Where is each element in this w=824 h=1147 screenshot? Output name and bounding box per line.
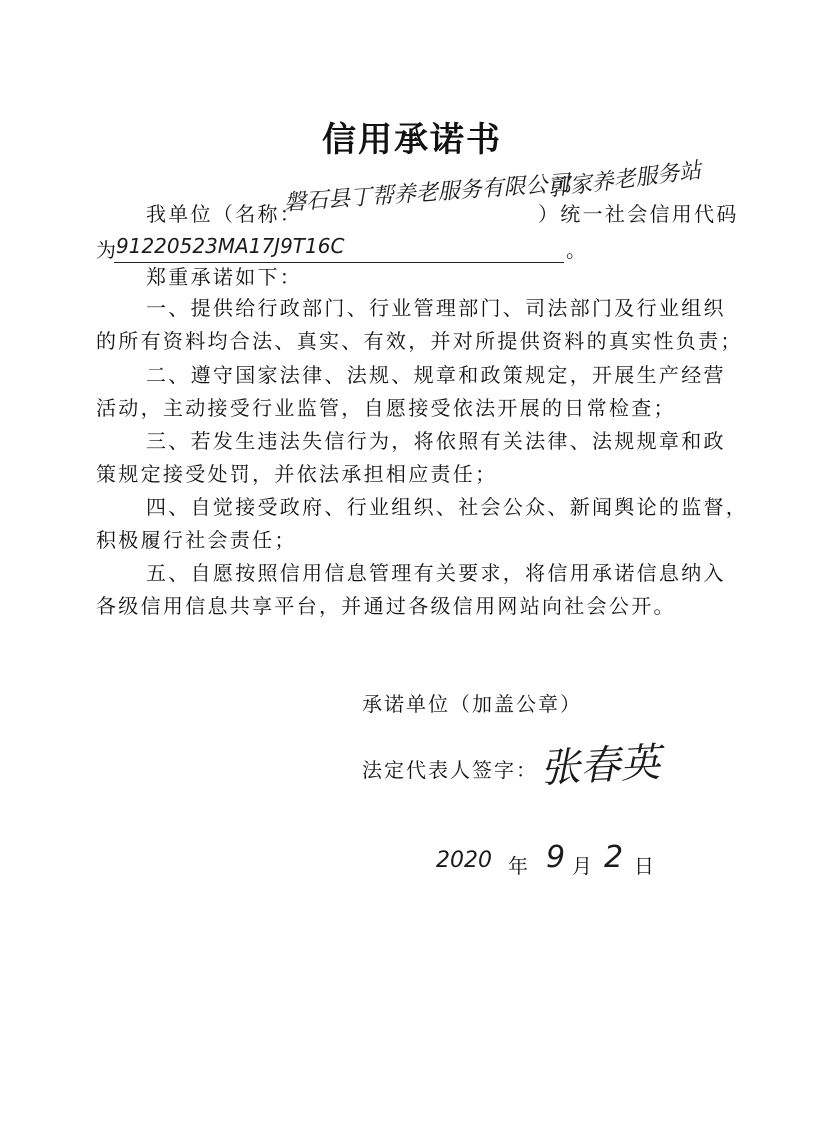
- commitment-5-line1: 五、自愿按照信用信息管理有关要求，将信用承诺信息纳入: [146, 561, 726, 585]
- commitment-2-line2: 活动，主动接受行业监管，自愿接受依法开展的日常检查；: [96, 396, 676, 420]
- company-alt-handwritten: 郭家养老服务站: [546, 158, 703, 202]
- intro-line1-suffix: ）统一社会信用代码: [538, 202, 739, 226]
- intro-line2-suffix: 。: [566, 238, 589, 262]
- date-year-handwritten: 2020: [436, 848, 492, 873]
- credit-code-handwritten: 91220523MA17J9T16C: [116, 234, 345, 258]
- commitment-1-line1: 一、提供给行政部门、行业管理部门、司法部门及行业组织: [146, 296, 726, 320]
- legal-rep-signature: 张春英: [539, 739, 662, 793]
- promising-unit-label: 承诺单位（加盖公章）: [362, 692, 582, 716]
- intro-line2-prefix: 为: [96, 238, 119, 262]
- commitment-5-line2: 各级信用信息共享平台，并通过各级信用网站向社会公开。: [96, 594, 676, 618]
- date-day-unit: 日: [634, 854, 654, 878]
- credit-code-underline: [114, 262, 564, 263]
- commitment-1-line2: 的所有资料均合法、真实、有效，并对所提供资料的真实性负责；: [96, 329, 743, 353]
- commitment-3-line1: 三、若发生违法失信行为，将依照有关法律、法规规章和政: [146, 429, 726, 453]
- intro-line3: 郑重承诺如下：: [146, 265, 303, 289]
- date-month-unit: 月: [572, 854, 592, 878]
- company-name-handwritten: 磐石县丁帮养老服务有限公司: [283, 171, 571, 216]
- date-month-handwritten: 9: [546, 840, 566, 875]
- commitment-4-line2: 积极履行社会责任；: [96, 528, 297, 552]
- commitment-2-line1: 二、遵守国家法律、法规、规章和政策规定，开展生产经营: [146, 363, 726, 387]
- document-title: 信用承诺书: [322, 120, 502, 160]
- commitment-4-line1: 四、自觉接受政府、行业组织、社会公众、新闻舆论的监督，: [146, 495, 749, 519]
- date-year-unit: 年: [508, 854, 528, 878]
- intro-line1-prefix: 我单位（名称：: [146, 202, 303, 226]
- commitment-3-line2: 策规定接受处罚，并依法承担相应责任；: [96, 462, 498, 486]
- date-day-handwritten: 2: [604, 840, 624, 875]
- legal-rep-label: 法定代表人签字：: [362, 758, 538, 782]
